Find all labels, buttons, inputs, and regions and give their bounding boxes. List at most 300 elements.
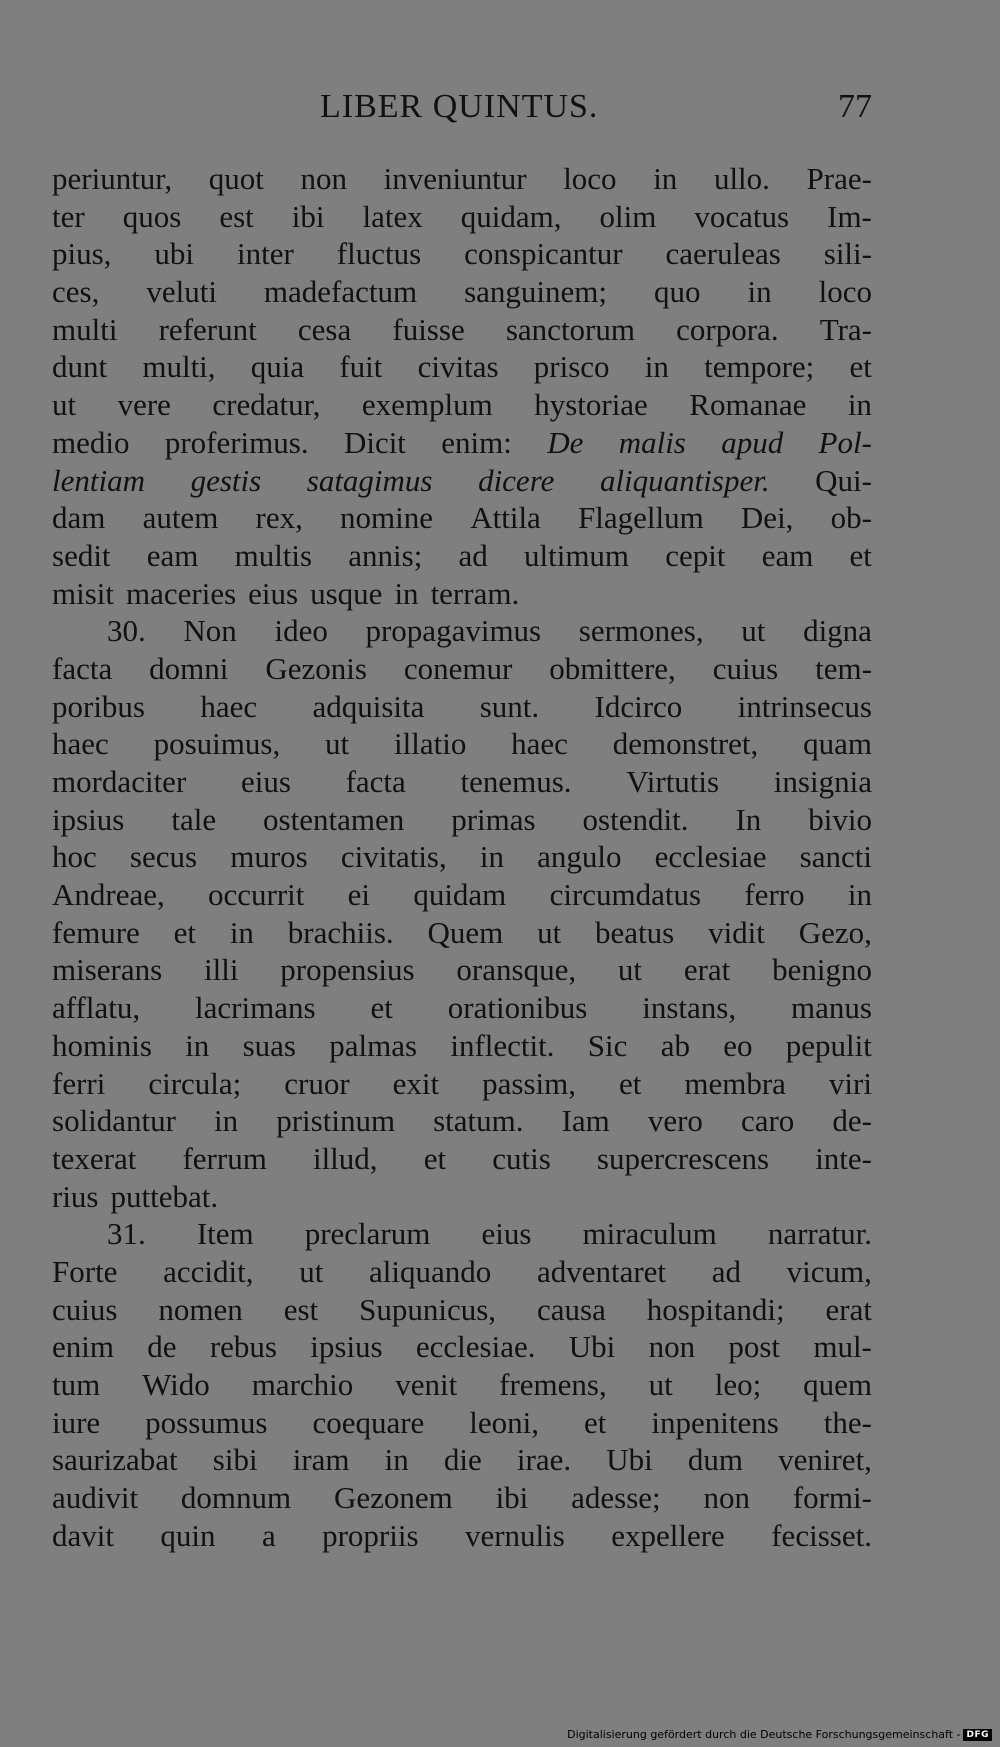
word: in [185, 1027, 210, 1063]
word: et [370, 990, 393, 1026]
word: cruor [284, 1065, 350, 1101]
word: inte- [815, 1140, 872, 1176]
word: de [147, 1329, 177, 1365]
word: statum. [433, 1103, 524, 1139]
word: circumdatus [549, 877, 702, 913]
word: enim [52, 1329, 114, 1365]
word: hominis [52, 1027, 152, 1063]
word: ferro [744, 877, 805, 913]
word: propriis [322, 1517, 419, 1553]
word: beatus [595, 914, 675, 950]
word: tempore; [704, 349, 815, 385]
word: quos [122, 198, 182, 234]
word: afflatu, [52, 990, 141, 1026]
word: occurrit [208, 877, 305, 913]
text-line [52, 688, 872, 726]
word: in [644, 349, 669, 385]
word: domni [149, 650, 229, 686]
word: est [219, 198, 254, 234]
word: posuimus, [153, 726, 281, 762]
word: preclarum [304, 1216, 431, 1252]
word: Romanae [689, 387, 807, 423]
word: ut [299, 1253, 324, 1289]
word: inveniuntur [383, 161, 527, 196]
word: ad [458, 537, 488, 573]
word: aliquantisper. [599, 462, 770, 498]
word: the- [823, 1404, 872, 1440]
word: fuit [339, 349, 383, 385]
word: angulo [537, 839, 622, 875]
word: adesse; [571, 1480, 661, 1516]
word: Gezonem [333, 1480, 453, 1516]
running-head [52, 88, 872, 128]
word: Ubi [568, 1329, 616, 1365]
word: Im- [827, 198, 872, 234]
word: vocatus [694, 198, 790, 234]
word: illud, [312, 1140, 378, 1176]
text-line [52, 235, 872, 273]
word: haec [52, 726, 109, 762]
text-line [52, 198, 872, 236]
word: de- [832, 1103, 872, 1139]
word: mordaciter [52, 764, 187, 799]
word: viri [828, 1065, 872, 1101]
word: adventaret [536, 1253, 667, 1289]
word: caeruleas [665, 236, 781, 272]
word: accidit, [163, 1253, 254, 1289]
word: veluti [146, 274, 217, 310]
word: Ubi [606, 1442, 653, 1478]
word: periuntur, [52, 161, 173, 196]
word: ostentamen [263, 801, 405, 837]
word: Item [196, 1216, 254, 1252]
word: saurizabat [52, 1442, 178, 1478]
word: caro [740, 1103, 795, 1139]
word: ostendit. [582, 801, 689, 837]
text-line [52, 1328, 872, 1366]
text-line [52, 1253, 872, 1291]
word: credatur, [212, 387, 321, 423]
word: Gezonis [265, 650, 367, 686]
word: quot [208, 161, 264, 196]
word: enim: [441, 424, 512, 460]
word: ullo. [713, 161, 770, 196]
word: ad [711, 1253, 741, 1289]
word: eius [248, 575, 299, 611]
text-line [52, 1140, 872, 1178]
word: leoni, [469, 1404, 540, 1440]
word: 31. [107, 1216, 146, 1252]
word: mul- [813, 1329, 872, 1365]
word: Andreae, [52, 877, 165, 913]
word: secus [129, 839, 198, 875]
word: Attila [470, 500, 541, 536]
word: vere [117, 387, 171, 423]
word: hospitandi; [646, 1291, 785, 1327]
word: muros [230, 839, 308, 875]
word: marchio [251, 1367, 354, 1402]
word: circula; [148, 1065, 242, 1101]
word: membra [684, 1065, 786, 1101]
word: cuius [52, 1291, 118, 1327]
word: quem [803, 1367, 872, 1402]
text-line [52, 838, 872, 876]
word: exit [392, 1065, 440, 1101]
word: maceries [126, 575, 237, 611]
text-line [52, 951, 872, 989]
word: latex [362, 198, 423, 234]
word: ultimum [523, 537, 630, 573]
word: Forte [52, 1253, 118, 1289]
word: sedit [52, 537, 111, 573]
word: vero [647, 1103, 703, 1139]
word: causa [537, 1291, 606, 1327]
word: erat [683, 952, 731, 988]
text-line [52, 1404, 872, 1442]
word: illatio [394, 726, 467, 762]
word: leo; [714, 1367, 762, 1402]
word: Quem [427, 914, 504, 950]
word: Prae- [806, 161, 872, 196]
word: in [747, 274, 772, 310]
word: inter [237, 236, 294, 272]
word: coequare [312, 1404, 425, 1440]
word: malis [618, 424, 686, 460]
word: gestis [190, 462, 262, 498]
word: irae. [516, 1442, 572, 1478]
word: hystoriae [534, 387, 648, 423]
word: in [479, 839, 505, 875]
word: referunt [158, 311, 257, 347]
word: rex, [255, 500, 303, 536]
text-line [52, 499, 872, 537]
word: multi [52, 311, 118, 347]
word: eam [761, 537, 814, 573]
word: eius [481, 1216, 532, 1252]
body-text [52, 160, 872, 1554]
word: cesa [297, 311, 352, 347]
word: prisco [533, 349, 610, 385]
word: 30. [107, 613, 146, 649]
text-line [52, 1517, 872, 1555]
word: proferimus. [164, 424, 309, 460]
word: eius [240, 764, 291, 799]
word: supercrescens [596, 1140, 770, 1176]
text-line [52, 612, 872, 650]
word: Iam [561, 1103, 610, 1139]
text-line [52, 876, 872, 914]
word: femure [52, 914, 140, 950]
text-line [52, 650, 872, 688]
text-line [52, 1178, 872, 1216]
book-page [52, 0, 872, 1747]
text-line [52, 989, 872, 1027]
word: haec [200, 688, 258, 724]
word: Qui- [815, 462, 872, 498]
text-line [52, 462, 872, 500]
word: ferrum [182, 1140, 267, 1176]
word: civitas [417, 349, 499, 385]
word: cuius [712, 650, 779, 686]
word: bivio [808, 801, 872, 837]
word: vernulis [464, 1517, 565, 1553]
word: Non [183, 613, 237, 649]
word: in [214, 1103, 239, 1139]
word: pius, [52, 236, 112, 272]
word: aliquando [369, 1253, 492, 1289]
word: sanguinem; [464, 274, 608, 310]
word: die [443, 1442, 482, 1478]
word: De [547, 424, 584, 460]
text-line [52, 311, 872, 349]
word: ces, [52, 274, 100, 310]
word: sunt. [479, 688, 540, 724]
text-line [52, 1291, 872, 1329]
word: ecclesiae [654, 839, 767, 875]
word: hoc [52, 839, 97, 875]
word: sibi [212, 1442, 258, 1478]
word: audivit [52, 1480, 139, 1516]
word: domnum [180, 1480, 292, 1516]
word: brachiis. [287, 914, 394, 950]
word: iram [292, 1442, 350, 1478]
word: Flagellum [578, 500, 704, 536]
word: eo [723, 1027, 753, 1063]
word: miraculum [582, 1216, 717, 1252]
word: quia [250, 349, 305, 385]
word: ut [52, 387, 77, 423]
word: Idcirco [594, 688, 683, 724]
word: Supunicus, [359, 1291, 497, 1327]
word: venit [395, 1367, 458, 1402]
word: conspicantur [464, 236, 623, 272]
word: et [173, 914, 196, 950]
word: in [847, 877, 872, 913]
word: ecclesiae. [415, 1329, 536, 1365]
word: cutis [492, 1140, 551, 1176]
text-line [52, 763, 872, 801]
word: obmittere, [549, 650, 676, 686]
word: olim [599, 198, 657, 234]
text-line [52, 725, 872, 763]
word: non [300, 161, 348, 196]
word: et [584, 1404, 607, 1440]
word: nomen [158, 1291, 243, 1327]
text-line [52, 1479, 872, 1517]
word: in [847, 387, 872, 423]
word: lacrimans [195, 990, 316, 1026]
word: a [261, 1517, 276, 1553]
word: orationibus [447, 990, 588, 1026]
word: madefactum [263, 274, 418, 310]
word: dum [687, 1442, 743, 1478]
word: dam [52, 500, 106, 536]
word: formi- [792, 1480, 872, 1516]
word: ipsius [52, 801, 125, 837]
word: ut [741, 613, 766, 649]
text-line [52, 575, 872, 613]
word: propagavimus [365, 613, 542, 649]
word: demonstret, [612, 726, 759, 762]
word: annis; [348, 537, 423, 573]
word: narratur. [767, 1216, 872, 1252]
word: ibi [495, 1480, 529, 1516]
word: ei [347, 877, 371, 913]
word: rebus [209, 1329, 277, 1365]
word: manus [791, 990, 872, 1026]
word: veniret, [778, 1442, 872, 1478]
word: et [849, 349, 872, 385]
word: in [653, 161, 678, 196]
word: digna [803, 613, 872, 649]
word: conemur [403, 650, 513, 686]
word: nomine [340, 500, 434, 536]
word: tem- [815, 650, 872, 686]
word: sancti [799, 839, 872, 875]
word: fremens, [499, 1367, 607, 1402]
word: miserans [52, 952, 163, 988]
word: et [849, 537, 872, 573]
word: eam [146, 537, 199, 573]
dfg-logo: DFG [963, 1729, 992, 1741]
word: texerat [52, 1140, 137, 1176]
word: erat [825, 1291, 872, 1327]
text-line [52, 1366, 872, 1404]
word: ut [537, 914, 562, 950]
word: terram. [430, 575, 520, 611]
word: post [728, 1329, 781, 1365]
word: et [619, 1065, 642, 1101]
word: ipsius [310, 1329, 383, 1365]
word: Sic [587, 1027, 628, 1063]
word: intrinsecus [737, 688, 872, 724]
word: in [229, 914, 254, 950]
word: ab [660, 1027, 690, 1063]
word: expellere [611, 1517, 725, 1553]
word: Gezo, [798, 914, 872, 950]
text-line [52, 424, 872, 462]
word: ibi [291, 198, 325, 234]
word: facta [345, 764, 406, 799]
credit-text: Digitalisierung gefördert durch die Deutsche Forschungsgemeinschaft - [567, 1728, 961, 1741]
word: pristinum [276, 1103, 396, 1139]
word: vicum, [786, 1253, 872, 1289]
word: In [735, 801, 762, 837]
word: loco [563, 161, 617, 196]
word: possumus [145, 1404, 268, 1440]
word: Virtutis [626, 764, 720, 799]
word: fuisse [392, 311, 465, 347]
word: puttebat. [110, 1178, 219, 1214]
text-line [52, 914, 872, 952]
word: corpora. [676, 311, 779, 347]
text-line [52, 1215, 872, 1253]
word: apud [721, 424, 784, 460]
word: insignia [773, 764, 872, 799]
word: ut [617, 952, 643, 988]
word: ob- [830, 500, 872, 536]
word: rius [52, 1178, 99, 1214]
word: est [283, 1291, 319, 1327]
word: tenemus. [460, 764, 572, 799]
word: primas [451, 801, 536, 837]
word: tum [52, 1367, 101, 1402]
word: Pol- [818, 424, 872, 460]
word: palmas [329, 1027, 418, 1063]
word: quidam, [460, 198, 562, 234]
word: suas [242, 1027, 296, 1063]
word: Wido [142, 1367, 210, 1402]
word: civitatis, [340, 839, 447, 875]
word: inpenitens [651, 1404, 779, 1440]
word: instans, [642, 990, 737, 1026]
word: ideo [274, 613, 328, 649]
word: ferri [52, 1065, 106, 1101]
word: ut [325, 726, 350, 762]
word: davit [52, 1517, 114, 1553]
word: in [384, 1442, 409, 1478]
text-line [52, 1065, 872, 1103]
word: lentiam [52, 462, 145, 498]
word: vidit [708, 914, 765, 950]
word: quam [803, 726, 872, 762]
word: adquisita [312, 688, 425, 724]
word: sili- [823, 236, 872, 272]
word: non [703, 1480, 750, 1516]
word: misit [52, 575, 115, 611]
text-line [52, 537, 872, 575]
text-line [52, 801, 872, 839]
text-line [52, 1027, 872, 1065]
digitization-credit [567, 1728, 992, 1741]
word: quidam [413, 877, 507, 913]
text-line [52, 1441, 872, 1479]
word: ter [52, 198, 85, 234]
word: dicere [478, 462, 555, 498]
word: Dei, [740, 500, 794, 536]
word: cepit [665, 537, 726, 573]
word: quo [654, 274, 701, 310]
word: in [394, 575, 419, 611]
word: quin [160, 1517, 216, 1553]
word: illi [204, 952, 239, 988]
text-line [52, 273, 872, 311]
running-title: LIBER QUINTUS. [320, 88, 599, 125]
word: tale [171, 801, 217, 837]
word: oransque, [456, 952, 577, 988]
word: autem [142, 500, 219, 536]
word: exemplum [361, 387, 493, 423]
word: solidantur [52, 1103, 176, 1139]
word: fluctus [336, 236, 422, 272]
word: benigno [772, 952, 872, 988]
word: medio [52, 424, 130, 460]
word: multis [234, 537, 313, 573]
word: usque [310, 575, 383, 611]
text-line [52, 160, 872, 198]
word: et [423, 1140, 447, 1176]
word: inflectit. [450, 1027, 555, 1063]
word: propensius [280, 952, 415, 988]
word: Tra- [819, 311, 872, 347]
word: iure [52, 1404, 101, 1440]
word: Dicit [343, 424, 406, 460]
word: poribus [52, 688, 145, 724]
word: sanctorum [505, 311, 635, 347]
text-line [52, 386, 872, 424]
text-line [52, 1102, 872, 1140]
word: pepulit [785, 1027, 872, 1063]
